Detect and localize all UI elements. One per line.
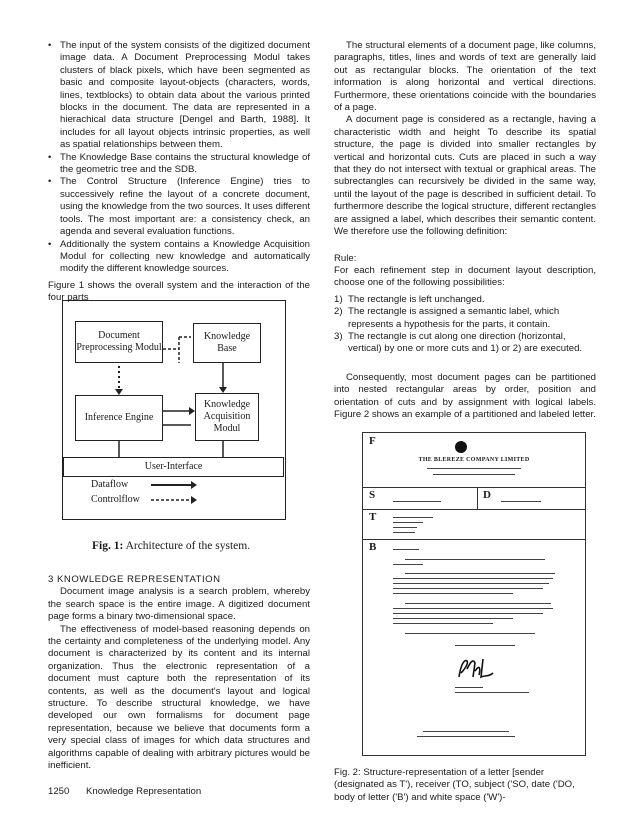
architecture-figure (62, 300, 286, 520)
inference-engine-box: Inference Engine (75, 395, 163, 441)
right-column (334, 40, 596, 421)
knowledge-base-box: Knowledge Base (193, 323, 261, 363)
list-item: 3) The rectangle is cut along one direction (horizontal, vertical) by one or more cuts and 1) or 2) are executed. (334, 330, 583, 355)
user-interface-box: User-Interface (63, 457, 284, 477)
rule-intro: For each refinement step in document layout description, choose one of the following possibilities: (334, 264, 596, 289)
label-f: F (369, 435, 376, 447)
section-heading: 3 KNOWLEDGE REPRESENTATION (48, 574, 221, 585)
document-preprocessing-box: Document Preprocessing Modul (75, 321, 163, 363)
knowledge-acquisition-box: Knowledge Acquisition Modul (195, 393, 259, 441)
list-item: • Additionally the system contains a Knowledge Acquisition Modul for collecting new knowledge and automatically modify the different knowledge sources. (48, 239, 310, 276)
rule-heading: Rule: (334, 252, 357, 264)
paragraph: A document page is considered as a rectangle, having a characteristic width and height To describe its spatial structure, the page is divided into smaller rectangles by vertical and horizontal cuts. Cuts are placed in such a way that they do not intersect with textual or graphical areas. The subrectangles can recursively be divided in the same way, until the layout of the page is described in sufficient detail. To furthermore describe the logical structure, different rectangles are assigned a label, which describes their semantic content. We therefore use the following definition: (334, 114, 596, 238)
label-d: D (483, 489, 491, 501)
paragraph: The structural elements of a document page, like columns, paragraphs, titles, lines and words of text are generally laid out as rectangular blocks. The orientation of the text information is along horizontal and vertical directions. Furthermore, these orientations coincide with the boundaries of a page. (334, 40, 596, 114)
rule-list (334, 294, 596, 356)
paragraph: Document image analysis is a search problem, whereby the search space is the entire image. A digitized document page forms a binary two-dimensional space. (48, 586, 310, 623)
list-item: • The Knowledge Base contains the structural knowledge of the geometric tree and the SDB. (48, 152, 310, 177)
figure1-caption: Fig. 1: Architecture of the system. (92, 540, 251, 552)
signature (453, 655, 503, 683)
label-t: T (369, 511, 377, 523)
legend-dataflow: Dataflow (91, 479, 129, 490)
legend-controlflow: Controlflow (91, 494, 140, 505)
page-footer (48, 786, 215, 797)
company-name: THE BLEREZE COMPANY LIMITED (418, 457, 530, 463)
label-b: B (369, 541, 377, 553)
figure-intro: Figure 1 shows the overall system and the interaction of the four parts (48, 279, 310, 304)
paragraph: Consequently, most document pages can be partitioned into nested rectangular areas by order, position and orientation of cuts and by assignment with logical labels. Figure 2 shows an example of a partitioned and labeled letter. (334, 371, 596, 420)
list-item: 2) The rectangle is assigned a semantic label, which represents a hypothesis for the parts, it contain. (334, 306, 560, 330)
letter-figure (362, 432, 586, 756)
paragraph: The effectiveness of model-based reasoning depends on the certainty and completeness of the underlying model. Any document is characterized by its content and its internal organization. Thus the electronic representation of a document must capture both the representation of its contents, as well as the document's layout and logical structure. To describe structural knowledge, we have developed our own formalisms for document page representation, because we believe that documents form a very special class of images for which data structures and algorithms capable of dealing with arbitrary pictures would be inefficient. (48, 623, 310, 772)
label-s: S (369, 489, 376, 501)
system-component-list (48, 40, 310, 276)
list-item: • The Control Structure (Inference Engine) tries to successively refine the layout of a concrete document, using the knowledge from the two sources. It uses different tools. The most important are: a consistency check, an agenda and several evaluation functions. (48, 176, 310, 238)
section-knowledge-representation (48, 574, 310, 773)
page-number: 1250 (48, 786, 70, 797)
list-item: • The input of the system consists of the digitized document image data. A Document Preprocessing Modul takes clusters of black pixels, which have been segmented as basic and composite layout-objects (characters, words, lines, textblocks) to obtain data about the various printed blocks in the document. The data are represented in a hierachical data structure [Dengel and Barth, 1988]. It includes for all layout objects intrinsic properties, as well as spatial relationships between them. (48, 40, 310, 152)
figure2-caption: Fig. 2: Structure-representation of a letter [sender (designated as T'), receiver (TO, subject ('SO, date ('DO, body of letter ('B') and white space ('W')- (334, 767, 575, 803)
running-title: Knowledge Representation (86, 786, 202, 797)
list-item: 1) The rectangle is left unchanged. (334, 293, 485, 305)
letterhead-logo (455, 441, 467, 453)
left-column (48, 40, 310, 305)
